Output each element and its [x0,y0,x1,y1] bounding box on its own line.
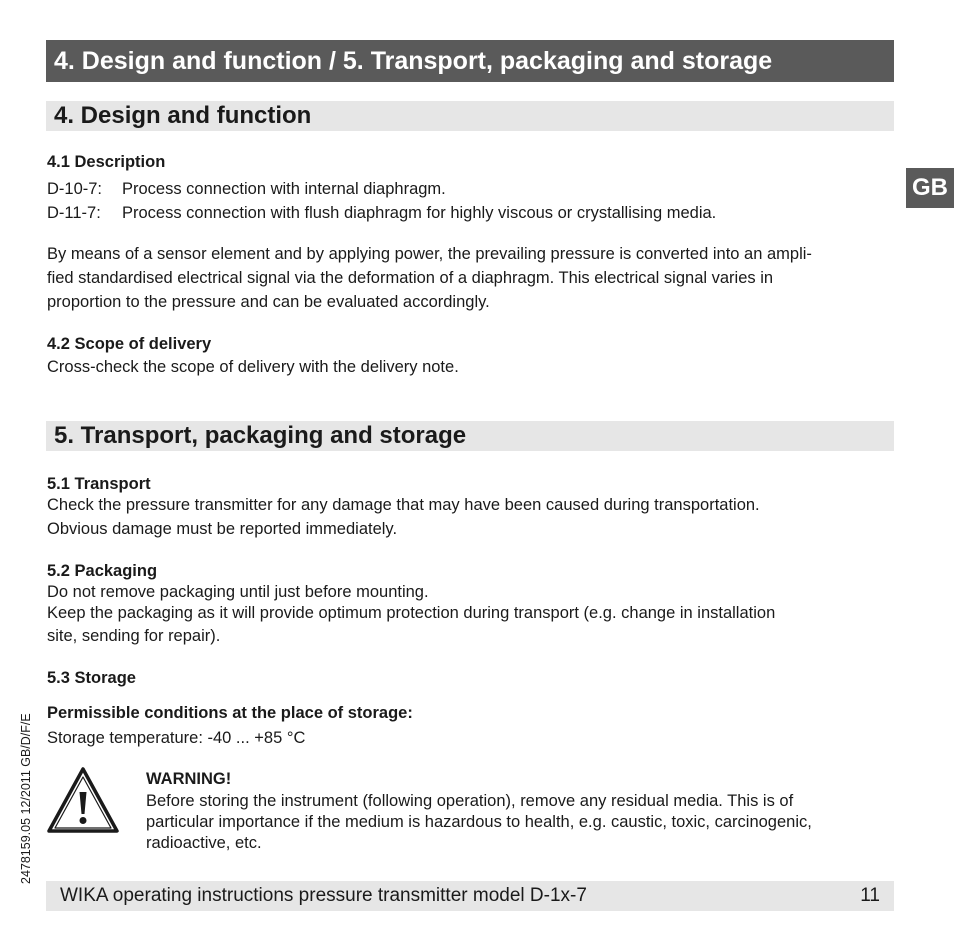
paragraph-line: fied standardised electrical signal via the deformation of a diaphragm. This electrical signal varies in [47,269,774,287]
storage-temperature: Storage temperature: -40 ... +85 °C [47,729,306,747]
paragraph-line: Cross-check the scope of delivery with the delivery note. [47,358,459,376]
warning-title: WARNING! [146,770,232,788]
footer-text: WIKA operating instructions pressure transmitter model D-1x-7 [60,885,587,906]
heading-5-3: 5.3 Storage [47,669,136,687]
warning-line: radioactive, etc. [146,834,262,852]
paragraph-line: Obvious damage must be reported immediately. [47,520,398,538]
heading-5-2: 5.2 Packaging [47,562,158,580]
footer [46,881,894,911]
item-text: Process connection with internal diaphragm. [122,180,446,198]
storage-conditions-heading: Permissible conditions at the place of storage: [47,704,413,722]
item-code: D-10-7: [47,180,103,198]
paragraph-line: By means of a sensor element and by applying power, the prevailing pressure is converted into an ampli- [47,245,812,263]
description-item [47,204,716,223]
warning-line: Before storing the instrument (following operation), remove any residual media. This is of [146,792,794,810]
warning-triangle-icon [46,766,120,834]
paragraph-line: Do not remove packaging until just before mounting. [47,583,429,601]
warning-line: particular importance if the medium is hazardous to health, e.g. caustic, toxic, carcinogenic, [146,813,812,831]
description-item [47,180,446,199]
heading-4-2: 4.2 Scope of delivery [47,335,212,353]
heading-4-1: 4.1 Description [47,153,166,171]
page-number: 11 [860,885,880,906]
paragraph-line: Check the pressure transmitter for any damage that may have been caused during transportation. [47,496,760,514]
paragraph-line: proportion to the pressure and can be evaluated accordingly. [47,293,490,311]
paragraph-line: site, sending for repair). [47,627,221,645]
page-header: 4. Design and function / 5. Transport, packaging and storage [46,40,894,82]
item-text: Process connection with flush diaphragm for highly viscous or crystallising media. [122,204,717,222]
document-code: 2478159.05 12/2011 GB/D/F/E [19,713,33,884]
language-tab: GB [906,168,954,208]
heading-5-1: 5.1 Transport [47,475,151,493]
section-5-title: 5. Transport, packaging and storage [46,421,894,451]
section-4-title: 4. Design and function [46,101,894,131]
paragraph-line: Keep the packaging as it will provide optimum protection during transport (e.g. change in installation [47,604,776,622]
item-code: D-11-7: [47,204,101,222]
